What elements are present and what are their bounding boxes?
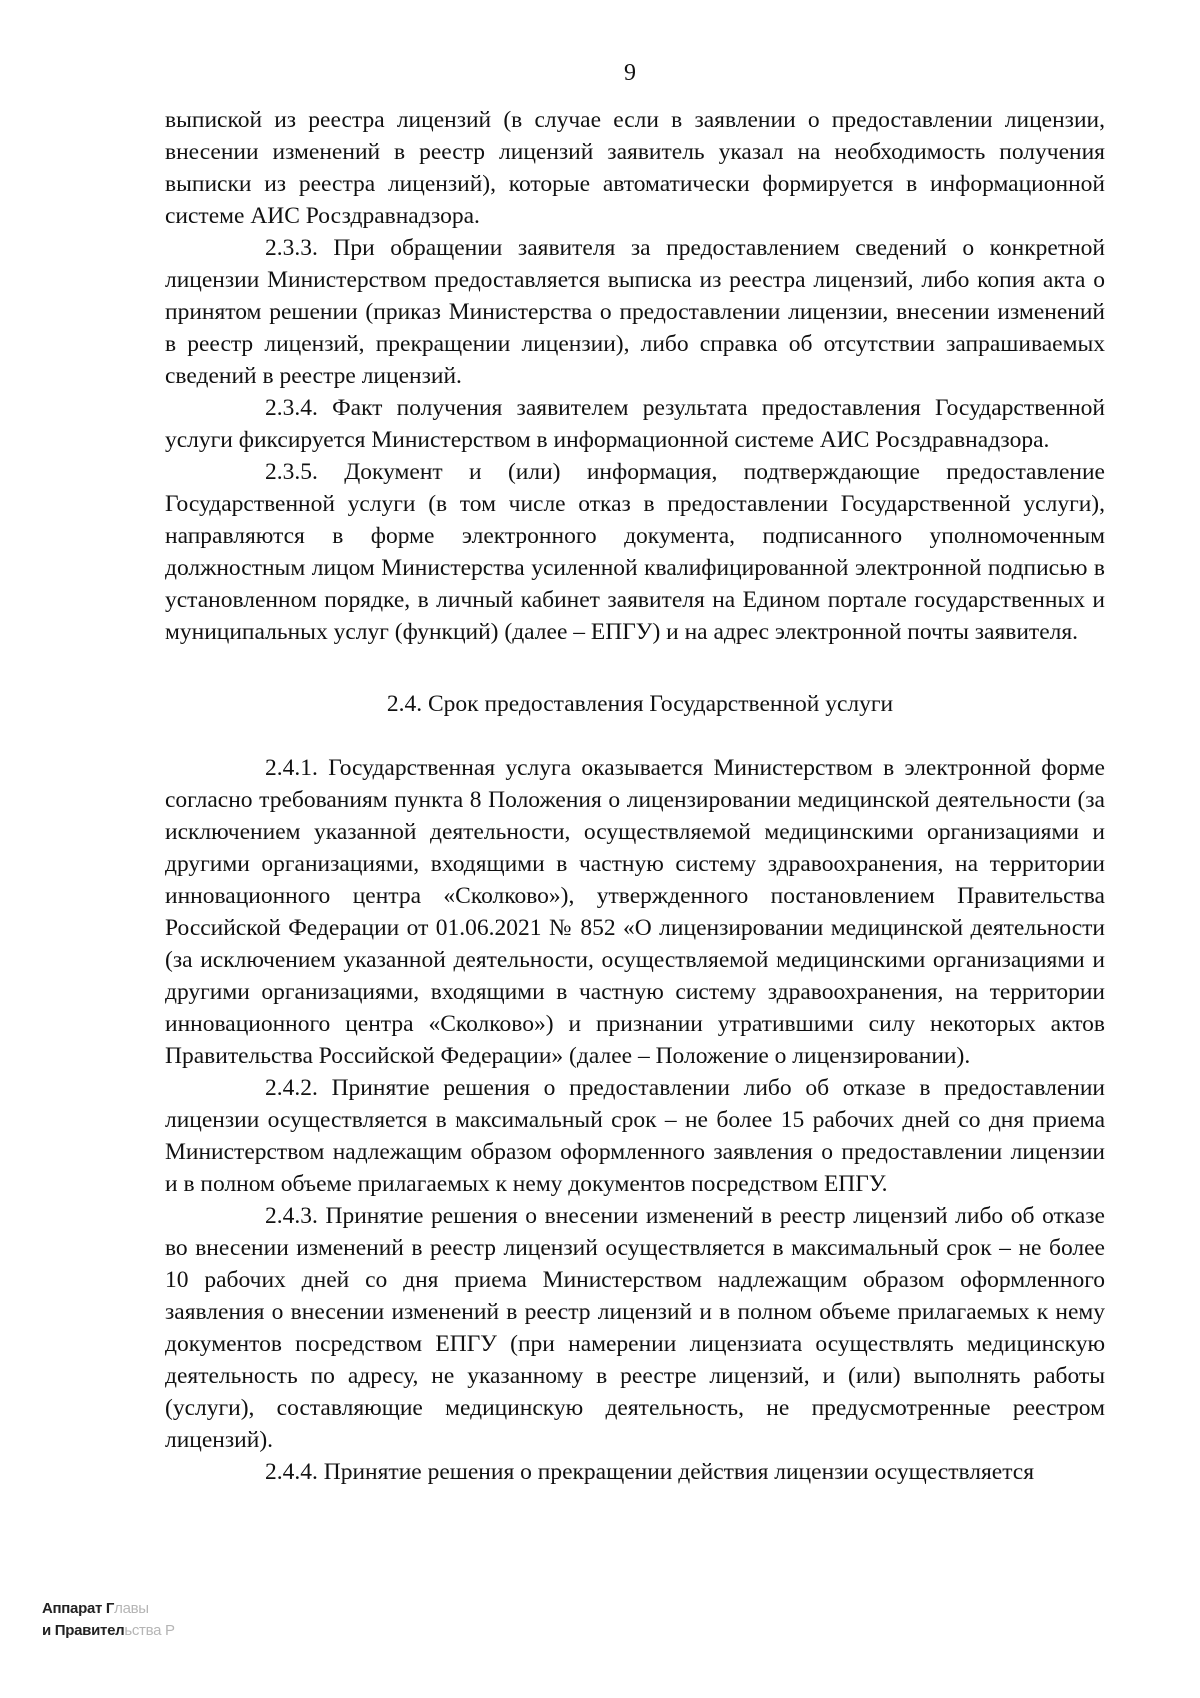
- office-stamp: [42, 1598, 175, 1642]
- document-body: [165, 104, 1105, 1488]
- paragraph-2-3-3: 2.3.3. При обращении заявителя за предоставлением сведений о конкретной лицензии Министерством предоставляется выписка из реестра лицензий, либо копия акта о принятом решении (приказ Министерства о предоставлении лицензии, внесении изменений в реестр лицензий, прекращении лицензии), либо справка об отсутствии запрашиваемых сведений в реестре лицензий.: [165, 235, 1105, 389]
- page-number: 9: [624, 60, 636, 86]
- paragraph-continuation: выпиской из реестра лицензий (в случае если в заявлении о предоставлении лицензии, внесении изменений в реестр лицензий заявитель указал на необходимость получения выписки из реестра лицензий), которые автоматически формируется в информационной системе АИС Росздравнадзора.: [165, 107, 1105, 229]
- section-heading-2-4: 2.4. Срок предоставления Государственной услуги: [386, 691, 894, 717]
- stamp-line-1: [42, 1598, 175, 1620]
- stamp-line-1-faded: лавы: [114, 1600, 149, 1617]
- stamp-line-2-faded: ьства Р: [124, 1622, 175, 1639]
- stamp-line-2-text: и Правител: [42, 1622, 125, 1639]
- paragraph-2-4-2: 2.4.2. Принятие решения о предоставлении либо об отказе в предоставлении лицензии осуществляется в максимальный срок – не более 15 рабочих дней со дня приема Министерством надлежащим образом оформленного заявления о предоставлении лицензии и в полном объеме прилагаемых к нему документов посредством ЕПГУ.: [165, 1075, 1105, 1197]
- paragraph-2-4-1: 2.4.1. Государственная услуга оказывается Министерством в электронной форме согласно требованиям пункта 8 Положения о лицензировании медицинской деятельности (за исключением указанной деятельности, осуществляемой медицинскими организациями и другими организациями, входящими в частную систему здравоохранения, на территории инновационного центра «Сколково»), утвержденного постановлением Правительства Российской Федерации от 01.06.2021 № 852 «О лицензировании медицинской деятельности (за исключением указанной деятельности, осуществляемой медицинскими организациями и другими организациями, входящими в частную систему здравоохранения, на территории инновационного центра «Сколково») и признании утратившими силу некоторых актов Правительства Российской Федерации» (далее – Положение о лицензировании).: [165, 755, 1105, 1069]
- paragraph-2-4-3: 2.4.3. Принятие решения о внесении изменений в реестр лицензий либо об отказе во внесении изменений в реестр лицензий осуществляется в максимальный срок – не более 10 рабочих дней со дня приема Министерством надлежащим образом оформленного заявления о внесении изменений в реестр лицензий и в полном объеме прилагаемых к нему документов посредством ЕПГУ (при намерении лицензиата осуществлять медицинскую деятельность по адресу, не указанному в реестре лицензий, и (или) выполнять работы (услуги), составляющие медицинскую деятельность, не предусмотренные реестром лицензий).: [165, 1203, 1105, 1453]
- paragraph-2-3-5: 2.3.5. Документ и (или) информация, подтверждающие предоставление Государственной услуги (в том числе отказ в предоставлении Государственной услуги), направляются в форме электронного документа, подписанного уполномоченным должностным лицом Министерства усиленной квалифицированной электронной подписью в установленном порядке, в личный кабинет заявителя на Едином портале государственных и муниципальных услуг (функций) (далее – ЕПГУ) и на адрес электронной почты заявителя.: [165, 459, 1105, 645]
- paragraph-2-3-4: 2.3.4. Факт получения заявителем результата предоставления Государственной услуги фиксируется Министерством в информационной системе АИС Росздравнадзора.: [165, 395, 1105, 453]
- paragraph-2-4-4: 2.4.4. Принятие решения о прекращении действия лицензии осуществляется: [265, 1459, 1035, 1485]
- stamp-line-2: [42, 1620, 175, 1642]
- stamp-line-1-text: Аппарат Г: [42, 1600, 115, 1617]
